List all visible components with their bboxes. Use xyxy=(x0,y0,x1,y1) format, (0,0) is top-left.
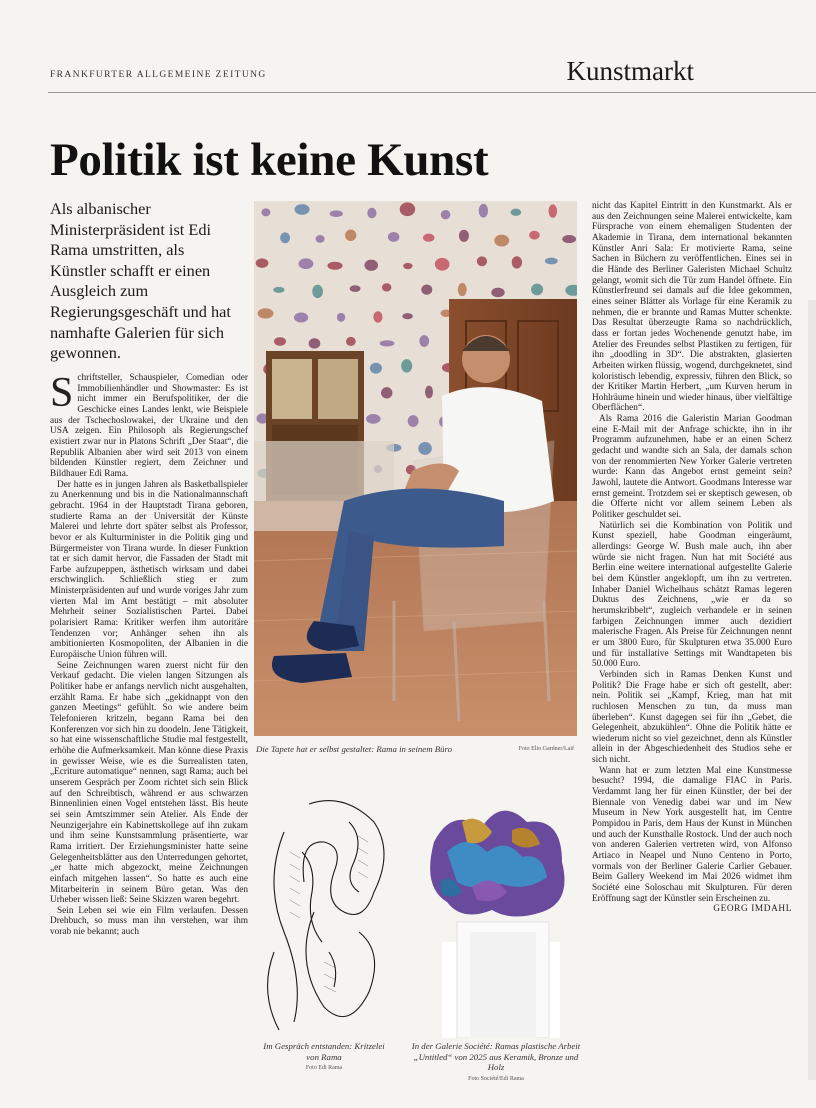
paragraph-4: Sein Leben sei wie ein Film verlaufen. Dessen Drehbuch, so muss man ihn verstehen, war ihm vorab nie bekannt; auch xyxy=(50,905,248,938)
sketch-image xyxy=(254,792,399,1038)
paragraph-2: Der hatte es in jungen Jahren als Basketballspieler zu Anerkennung und bis in die Nationalmannschaft gebracht. 1964 in der Hauptstadt Tirana geboren, studierte Rama an der Universität der Künste Malerei und lehrte dort später selbst als Professor, bevor er als Kulturminister in die Politik ging und Bürgermeister von Tirana wurde. In dieser Funktion tat er sich damit hervor, die Fassaden der Stadt mit Farbe aufzupeppen, ästhetisch wirksam und dabei erschwinglich. Schließlich stieg er zum Ministerpräsidenten auf und wurde voriges Jahr zum vierten Mal im Amt bestätigt – mit absoluter Mehrheit seiner Sozialistischen Partei. Dabei polarisiert Rama: Kritiker werfen ihm autoritäre Tendenzen vor; Anhänger sehen ihn als ambitionierten Kosmopoliten, der Albanien in die Europäische Union führen will. xyxy=(50,479,248,661)
paragraph-8: Verbinden sich in Ramas Denken Kunst und Politik? Die Frage habe er sich oft gestellt, aber: nein. Politik sei „Kampf, Krieg, man hat mit ruchlosen Menschen zu tun, da muss man überleben“. Kunst dagegen sei für ihn „Gebet, die Gelegenheit, abzukühlen“. Ohne die Politik hätte er wiederum nicht so viel gezeichnet, denn als Künstler allein in der Abgeschiedenheit des Studios sehe er sich nicht. xyxy=(592,669,792,766)
page-edge xyxy=(808,300,816,1080)
main-photo-caption-text: Die Tapete hat er selbst gestaltet: Rama in seinem Büro xyxy=(256,744,453,754)
paragraph-3: Seine Zeichnungen waren zuerst nicht für den Verkauf gedacht. Die vielen langen Sitzungen als Politiker habe er anfangs nervlich nicht ausgehalten, erzählt Rama. Er habe sich „gekidnappt von den ganzen Meetings“ gefühlt. So wie andere beim Telefonieren kritzeln, begann Rama bei den Konferenzen vor sich hin zu doodeln. Jene Tätigkeit, so hat eine wissenschaftliche Studie mal festgestellt, erhöhe die Aufmerksamkeit. Man könne diese Praxis in gewisser Weise, wie es die Surrealisten taten, „Ecriture automatique“ nennen, sagt Rama; auch bei unserem Gespräch per Zoom richtet sich sein Blick auf den Schreibtisch, während er aus schwarzen Binnenlinien einen Vogel entstehen lässt. Bis heute sei sein Amtszimmer sein Atelier. Als Ende der Neunzigerjahre ein Kabinettskollege auf ihn zukam und ihm seine Kunstsammlung präsentierte, war Rama irritiert. Der Erziehungsminister hatte seine Gelegenheitsblätter aus den Unterredungen gehortet, „er hatte mich abgezockt, meine Zeichnungen einfach mitgehen lassen“. So hatte es auch eine Mitarbeiterin in seinem Büro getan. Was den Urheber wissen ließ: Seine Skizzen waren begehrt. xyxy=(50,660,248,906)
text-column-3 xyxy=(592,201,792,1085)
header-rule xyxy=(48,92,816,93)
paragraph-5: nicht das Kapitel Eintritt in den Kunstmarkt. Als er aus den Zeichnungen seine Malerei entwickelte, kam Fürsprache von einem ehemaligen Studenten der Akademie in Tirana, dem international bekannten Künstler Anri Sala: Er motivierte Rama, seine Sachen in Büchern zu veröffentlichen. Eines sei in die Hände des Berliner Galeristen Michael Schultz gelangt, womit sich die Tür zum Handel öffnete. Ein Künstlerfreund sei damals auf die Idee gekommen, eines seiner Blätter als Vorlage für eine Keramik zu nehmen, die er brannte und Ramas Mutter schenkte. Das Resultat überzeugte Rama so nachdrücklich, dass er fortan jedes Wochenende genutzt habe, im Atelier des Freundes selbst Plastiken zu fertigen, für ihn „doodling in 3D“. Die abstrakten, glasierten Arbeiten wirken flüssig, wogend, durchgeknetet, sind koloristisch lebendig, expressiv, führen den Blick, so der Kritiker Martin Herbert, „um Kurven herum in Hohlräume hinein und wieder hinaus, über vielfältige Oberflächen“. xyxy=(592,201,792,414)
sketch-credit: Foto Edi Rama xyxy=(305,1065,343,1071)
paragraph-1: Schriftsteller, Schauspieler, Comedian oder Immobilienhändler und Showmaster: Es ist nicht immer ein Berufspolitiker, der die Geschicke eines Landes lenkt, wie Beispiele aus der Tschechoslowakei, der Ukraine und den USA zeigen. Ein Philosoph als Regierungschef existiert zwar nur in Platons Schrift „Der Staat“, die Republik Albanien aber wird seit 2013 von einem bildenden Künstler regiert, dem Zeichner und Bildhauer Edi Rama. xyxy=(50,373,248,479)
masthead: FRANKFURTER ALLGEMEINE ZEITUNG xyxy=(50,70,267,80)
sketch-caption xyxy=(262,1041,386,1074)
text-column-1 xyxy=(50,373,248,1085)
author-signature: GEORG IMDAHL xyxy=(713,904,792,915)
main-photo-credit: Foto Elio Gardner/Laif xyxy=(518,746,574,752)
sketch-caption-text: Im Gespräch entstanden: Kritzelei von Rama xyxy=(263,1041,385,1062)
ceramic-caption xyxy=(410,1041,582,1084)
paragraph-7: Natürlich sei die Kombination von Politik und Kunst speziell, habe Goodman eingeräumt, allerdings: George W. Bush male auch, ihn aber würde sie nicht fragen. Nun hat mit Société aus Berlin eine weitere international aufgestellte Galerie bei dem Künstler angeklopft, um ihn zu vertreten. Inhaber Daniel Wichelhaus schätzt Ramas legeren Duktus des Zeichnens, „wie er da so herumskribbelt“, zugleich verhandele er in seinen farbigen Zeichnungen immer auch dezidiert malerische Fragen. Als Preise für Zeichnungen nennt er um 3800 Euro, für Skulpturen etwa 35.000 Euro und für installative Settings mit Wandtapeten bis 50.000 Euro. xyxy=(592,520,792,670)
section-title: Kunstmarkt xyxy=(566,56,694,86)
paragraph-9: Wann hat er zum letzten Mal eine Kunstmesse besucht? 1994, die damalige FIAC in Paris. Verdammt lang her für einen Künstler, der bei der Biennale von Venedig dabei war und im New Museum in New York ausgestellt hat, im Centre Pompidou in Paris, dem Haus der Kunst in München und auch der Kunsthalle Rostock. Und der auch noch von anderen Galerien vertreten wird, von Alfonso Artiaco in Neapel und Nuno Centeno in Porto, vormals von der Berliner Galerie Carlier Gebauer. Beim Gallery Weekend im Mai 2026 widmet ihm Société eine Soloschau mit Skulpturen. Für deren Eröffnung sagt der Künstler sein Erscheinen zu. xyxy=(592,765,792,904)
main-photo xyxy=(254,201,577,736)
ceramic-caption-text: In der Galerie Société: Ramas plastische Arbeit „Untitled“ von 2025 aus Keramik, Bronze und Holz xyxy=(411,1041,581,1072)
lead-paragraph: Als albanischer Ministerpräsident ist Edi Rama umstritten, als Künstler schafft er einen Ausgleich zum Regierungsgeschäft und hat namhafte Galerien für sich gewonnen. xyxy=(50,199,231,363)
ceramic-image xyxy=(412,792,580,1038)
paragraph-6: Als Rama 2016 die Galeristin Marian Goodman eine E-Mail mit der Anfrage schickte, ihn in ihr Programm aufzunehmen, habe er an einen Scherz gedacht und wandte sich an Sala, der damals schon von der renommierten New Yorker Galerie vertreten wurde: Kann das Angebot ernst gemeint sein? Jawohl, lautete die Antwort. Goodmans Interesse war ernst gemeint. Trotzdem sei er skeptisch gewesen, ob die Offerte nicht vor allem seinem Leben als Politiker geschuldet sei. xyxy=(592,414,792,521)
ceramic-credit: Foto Société/Edi Rama xyxy=(468,1075,524,1082)
dropcap: S xyxy=(50,373,74,416)
main-photo-caption xyxy=(256,744,576,754)
headline: Politik ist keine Kunst xyxy=(50,134,489,186)
